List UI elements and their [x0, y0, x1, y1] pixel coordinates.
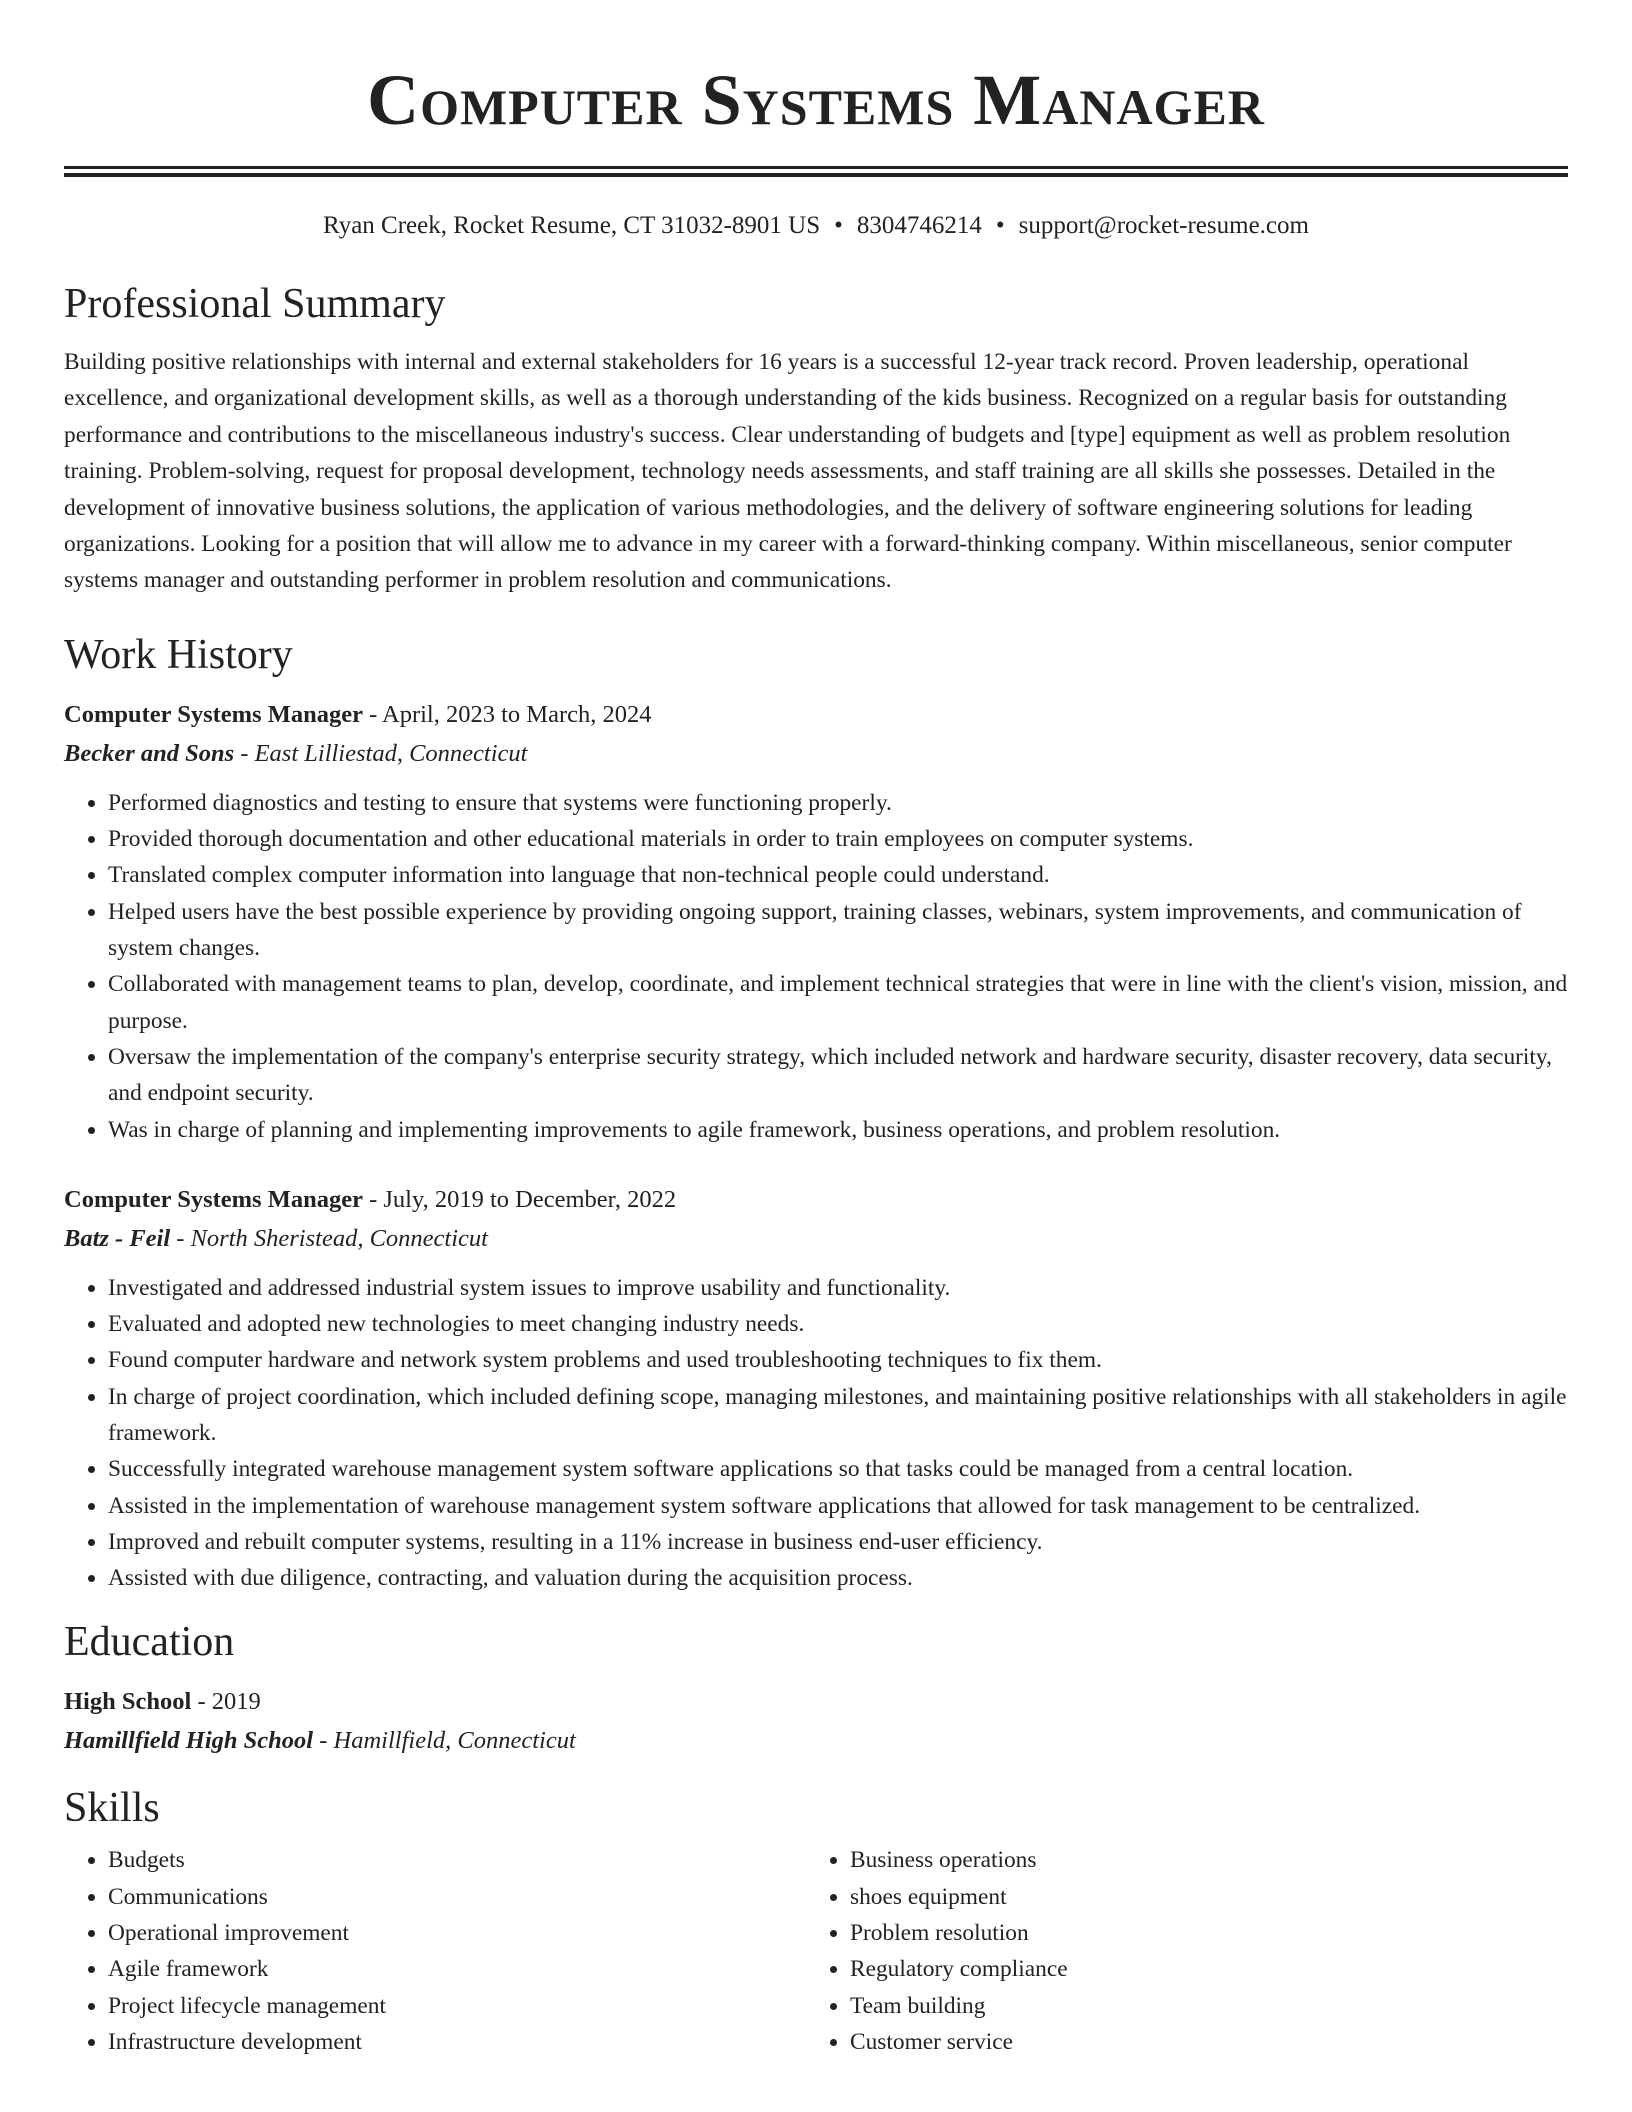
list-item: • Assisted with due diligence, contracting, and valuation during the acquisition process.	[108, 1560, 1568, 1596]
job-location: - North Sheristead, Connecticut	[170, 1224, 488, 1252]
education-degree-line	[64, 1682, 1568, 1721]
skill-item: • Problem resolution	[850, 1915, 1548, 1951]
contact-phone: 8304746214	[856, 212, 982, 239]
job-company-line	[64, 734, 1568, 773]
skill-item: • Regulatory compliance	[850, 1951, 1548, 1987]
education-entry	[64, 1682, 1568, 1760]
list-item: • Assisted in the implementation of warehouse management system software applications that allowed for task management to be centralized.	[108, 1488, 1568, 1524]
job-company: Becker and Sons	[64, 739, 235, 767]
job-company: Batz - Feil	[64, 1224, 171, 1252]
education-degree: High School	[64, 1688, 192, 1716]
list-item: • Improved and rebuilt computer systems, resulting in a 11% increase in business end-user efficiency.	[108, 1524, 1568, 1560]
job-role: Computer Systems Manager	[64, 700, 363, 728]
skill-item: • Team building	[850, 1988, 1548, 2024]
list-item: • Found computer hardware and network system problems and used troubleshooting techniques to fix them.	[108, 1342, 1568, 1378]
education-year: - 2019	[191, 1688, 261, 1716]
header-divider	[64, 166, 1568, 177]
education-location: - Hamillfield, Connecticut	[313, 1727, 576, 1755]
list-item: • Successfully integrated warehouse management system software applications so that tasks could be managed from a central location.	[108, 1451, 1568, 1487]
job-role: Computer Systems Manager	[64, 1185, 363, 1213]
job-dates: - July, 2019 to December, 2022	[362, 1185, 677, 1213]
skill-item: • Agile framework	[108, 1951, 806, 1987]
job-entry	[64, 695, 1568, 1148]
resume-page	[64, 0, 1568, 2060]
list-item: • In charge of project coordination, which included defining scope, managing milestones, and maintaining positive relationships with all stakeholders in agile framework.	[108, 1379, 1568, 1452]
job-bullets	[64, 785, 1568, 1148]
job-title-line	[64, 695, 1568, 734]
contact-separator: •	[995, 212, 1005, 239]
work-history-heading: Work History	[64, 631, 293, 678]
skills-grid	[64, 1842, 1568, 2060]
contact-separator: •	[834, 212, 843, 239]
education-school-line	[64, 1721, 1568, 1760]
skill-item: • Budgets	[108, 1842, 806, 1878]
list-item: • Provided thorough documentation and other educational materials in order to train employees on computer systems.	[108, 821, 1568, 857]
summary-text: Building positive relationships with internal and external stakeholders for 16 years is a successful 12-year track record. Proven leadership, operational excellence, and organizational development skills, as well as a thorough understanding of the kids business. Recognized on a regular basis for outstanding performance and contributions to the miscellaneous industry's success. Clear understanding of budgets and [type] equipment as well as problem resolution training. Problem-solving, request for proposal development, technology needs assessments, and staff training are all skills she possesses. Detailed in the development of innovative business solutions, the application of various methodologies, and the delivery of software engineering solutions for leading organizations. Looking for a position that will allow me to advance in my career with a forward-thinking company. Within miscellaneous, senior computer systems manager and outstanding performer in problem resolution and communications.	[64, 349, 1512, 594]
list-item: • Collaborated with management teams to plan, develop, coordinate, and implement technical strategies that were in line with the client's vision, mission, and purpose.	[108, 966, 1568, 1039]
skills-heading: Skills	[64, 1785, 160, 1832]
job-dates: - April, 2023 to March, 2024	[362, 700, 652, 728]
list-item: • Oversaw the implementation of the company's enterprise security strategy, which included network and hardware security, disaster recovery, data security, and endpoint security.	[108, 1039, 1568, 1112]
skill-item: • Operational improvement	[108, 1915, 806, 1951]
contact-email: support@rocket-resume.com	[1018, 212, 1309, 239]
education-school: Hamillfield High School	[64, 1727, 314, 1755]
job-bullets	[64, 1270, 1568, 1597]
list-item: • Translated complex computer information into language that non-technical people could understand.	[108, 857, 1568, 893]
education-heading: Education	[64, 1619, 235, 1666]
list-item: • Investigated and addressed industrial system issues to improve usability and functionality.	[108, 1270, 1568, 1306]
contact-line	[64, 210, 1568, 242]
skill-item: • Infrastructure development	[108, 2024, 806, 2060]
job-company-line	[64, 1219, 1568, 1258]
list-item: • Evaluated and adopted new technologies to meet changing industry needs.	[108, 1306, 1568, 1342]
skills-left-column	[64, 1842, 806, 2060]
skill-item: • Communications	[108, 1879, 806, 1915]
job-entry	[64, 1180, 1568, 1597]
list-item: • Was in charge of planning and implementing improvements to agile framework, business operations, and problem resolution.	[108, 1112, 1568, 1148]
job-title-line	[64, 1180, 1568, 1219]
skill-item: • Customer service	[850, 2024, 1548, 2060]
job-location: - East Lilliestad, Connecticut	[234, 739, 528, 767]
summary-heading: Professional Summary	[64, 281, 446, 327]
list-item: • Helped users have the best possible experience by providing ongoing support, training classes, webinars, system improvements, and communication of system changes.	[108, 894, 1568, 967]
skill-item: • Business operations	[850, 1842, 1548, 1878]
resume-name: Computer Systems Manager	[367, 60, 1265, 140]
skill-item: • Project lifecycle management	[108, 1988, 806, 2024]
skills-right-column	[806, 1842, 1548, 2060]
skill-item: • shoes equipment	[850, 1879, 1548, 1915]
list-item: • Performed diagnostics and testing to ensure that systems were functioning properly.	[108, 785, 1568, 821]
contact-address: Ryan Creek, Rocket Resume, CT 31032-8901 US	[323, 212, 821, 239]
